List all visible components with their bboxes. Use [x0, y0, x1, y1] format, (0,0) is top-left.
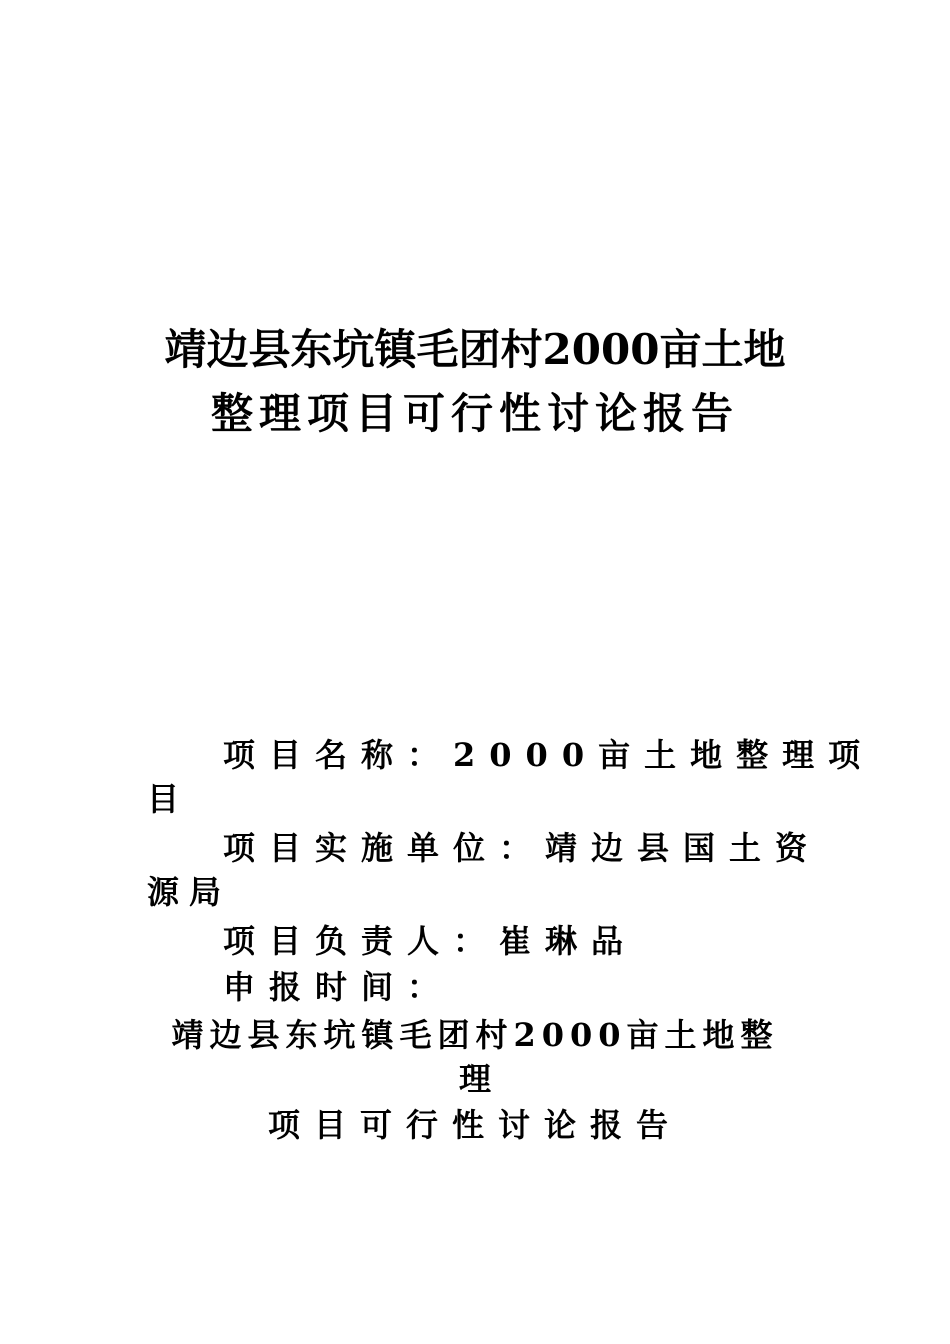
- closing-title-line-1: 靖边县东坑镇毛团村2000亩土地整: [171, 1016, 779, 1054]
- implementer-value-continued: 源局: [147, 873, 232, 911]
- project-name-value-continued: 目: [147, 780, 180, 818]
- cover-title-line-1: 靖边县东坑镇毛团村2000亩土地: [164, 325, 786, 374]
- date-label: 申报时间：: [223, 968, 454, 1006]
- project-name-value: 2000亩土地整理项: [453, 736, 875, 774]
- cover-title-line-2: 整理项目可行性讨论报告: [210, 389, 739, 438]
- project-name-field: [147, 733, 875, 821]
- date-field: [147, 965, 827, 1009]
- cover-title: [0, 318, 950, 446]
- implementer-value: 靖边县国土资: [545, 829, 822, 867]
- project-name-label: 项目名称：: [223, 736, 454, 774]
- implementer-label: 项目实施单位：: [223, 829, 546, 867]
- leader-field: [147, 919, 827, 963]
- leader-label: 项目负责人：: [223, 922, 500, 960]
- closing-title-line-3: 项目可行性讨论报告: [267, 1106, 682, 1144]
- implementer-field: [147, 826, 827, 914]
- closing-title-line-2: 理: [458, 1060, 491, 1098]
- leader-value: 崔琳品: [499, 922, 638, 960]
